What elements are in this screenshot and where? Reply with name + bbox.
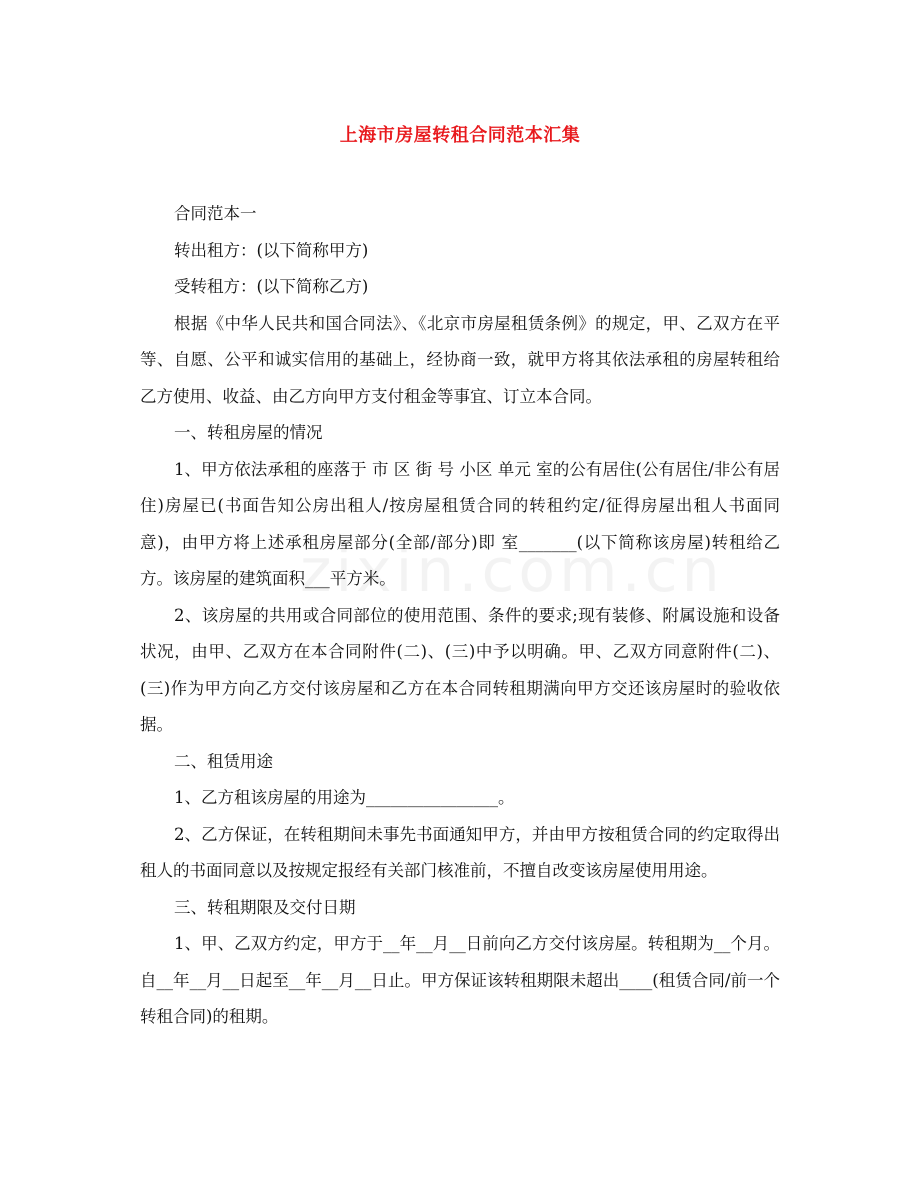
section-heading-premises: 一、转租房屋的情况: [174, 423, 323, 442]
section-heading-term: 三、转租期限及交付日期: [174, 897, 356, 917]
section-heading-usage: 二、租赁用途: [174, 751, 273, 771]
paragraph-term-1: 1、甲、乙双方约定，甲方于__年__月__日前向乙方交付该房屋。转租期为__个月。自__年__月__日起至__年__月__日止。甲方保证该转租期限未超出____(租赁合同/前一个转租合同)的租期。: [140, 934, 780, 1026]
paragraph-lessee: 受转租方：(以下简称乙方): [174, 277, 369, 296]
paragraph-usage-2: 2、乙方保证，在转租期间未事先书面通知甲方，并由甲方按租赁合同的约定取得出租人的书面同意以及按规定报经有关部门核准前，不擅自改变该房屋使用用途。: [140, 824, 780, 880]
paragraph-lessor: 转出租方：(以下简称甲方): [174, 240, 369, 260]
paragraph-premises-2: 2、该房屋的共用或合同部位的使用范围、条件的要求;现有装修、附属设施和设备状况，由甲、乙双方在本合同附件(二)、(三)中予以明确。甲、乙双方同意附件(二)、(三)作为甲方向乙方交付该房屋和乙方在本合同转租期满向甲方交还该房屋时的验收依据。: [140, 605, 780, 734]
paragraph-usage-1: 1、乙方租该房屋的用途为________________。: [174, 788, 515, 807]
paragraph-premises-1: 1、甲方依法承租的座落于 市 区 街 号 小区 单元 室的公有居住(公有居住/非公有居住)房屋已(书面告知公房出租人/按房屋租赁合同的转租约定/征得房屋出租人书面同意)，由甲方将上述承租房屋部分(全部/部分)即 室_______(以下简称该房屋)转租给乙方。该房屋的建筑面积___平方米。: [140, 459, 780, 588]
paragraph-preamble: 根据《中华人民共和国合同法》、《北京市房屋租赁条例》的规定，甲、乙双方在平等、自愿、公平和诚实信用的基础上，经协商一致，就甲方将其依法承租的房屋转租给乙方使用、收益、由乙方向甲方支付租金等事宜、订立本合同。: [140, 313, 780, 406]
paragraph-template-label: 合同范本一: [174, 204, 257, 223]
document-title: 上海市房屋转租合同范本汇集: [339, 125, 581, 146]
document-body: [140, 196, 780, 1036]
